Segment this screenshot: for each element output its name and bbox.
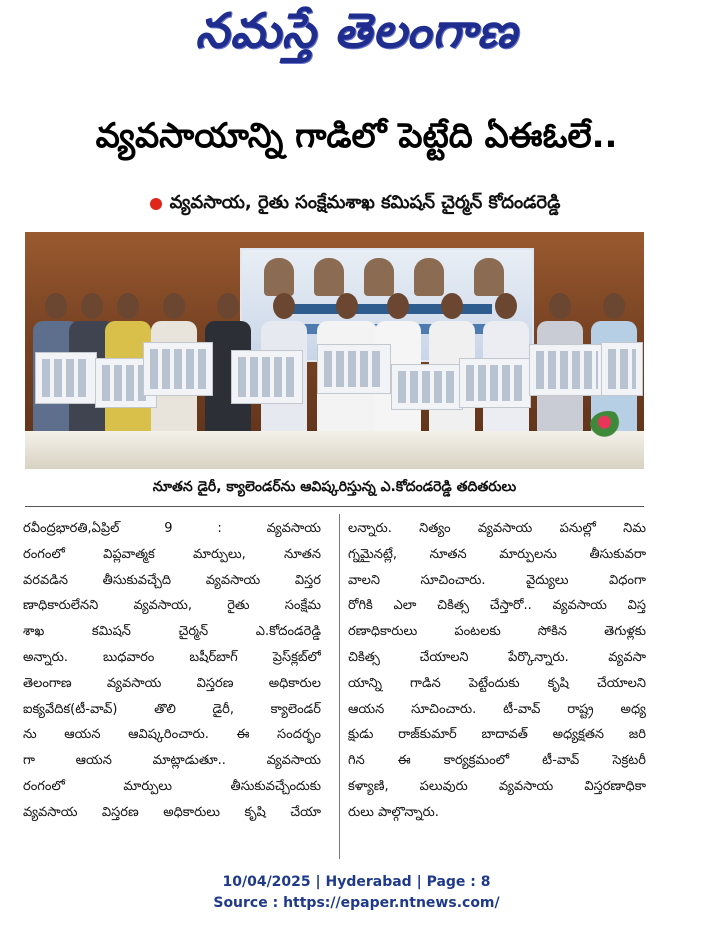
body-line: రవీంద్రభారతి,ఏప్రిల్ 9 : వ్యవసాయ: [23, 521, 321, 536]
body-line: ను ఆయన ఆవిష్కరించారు. ఈ సందర్భం: [23, 727, 321, 743]
calendar-4: [231, 350, 303, 404]
body-line: చికిత్స చేయాలని పేర్కొన్నారు. వ్యవసా: [348, 649, 646, 665]
front-table: [25, 431, 644, 469]
article-column-1: [23, 516, 321, 861]
calendar-1: [35, 352, 97, 404]
article-subheadline: [50, 188, 660, 220]
subheadline-text: వ్యవసాయ, రైతు సంక్షేమశాఖ కమిషన్ చైర్మన్ కోదండరెడ్డి: [169, 191, 561, 213]
body-line: క్షుడు రాజ్‌కుమార్ బాదావత్ అధ్యక్షతన జరి: [348, 727, 646, 743]
calendar-8: [529, 344, 605, 396]
body-line: యాన్ని గాడిన పెట్టేందుకు కృషి చేయాలని: [348, 675, 646, 691]
article-column-2: [348, 516, 646, 861]
column-divider: [339, 514, 340, 859]
bullet-dot-icon: [150, 198, 162, 210]
body-line: గా ఆయన మాట్లాడుతూ.. వ్యవసాయ: [23, 753, 321, 769]
calendar-6: [391, 364, 463, 410]
flower-bouquet: [590, 411, 626, 439]
footer-source: Source : https://epaper.ntnews.com/: [213, 895, 500, 911]
body-line: రంగంలో మార్పులు తీసుకువచ్చేందుకు: [23, 778, 321, 794]
photo-caption: నూతన డైరీ, క్యాలెండర్‌ను ఆవిష్కరిస్తున్న ఎ.కోదండరెడ్డి తదితరులు: [152, 478, 517, 495]
body-line: శాఖ కమిషన్ చైర్మన్ ఎ.కోదండరెడ్డి: [23, 624, 321, 640]
body-line: తెలంగాణ వ్యవసాయ విస్తరణ అధికారుల: [23, 675, 321, 691]
body-line: రులు పాల్గొన్నారు.: [348, 804, 439, 820]
calendar-5: [317, 344, 391, 394]
body-line: రణాధికారులు పంటలకు సోకిన తెగుళ్లకు: [348, 624, 646, 640]
body-line: గిన ఈ కార్యక్రమంలో టీ-వావ్ సెక్రటరీ: [348, 753, 646, 769]
body-line: ఐక్యవేదిక(టీ-వావ్) తొలి డైరీ, క్యాలెండర్: [23, 701, 321, 717]
body-line: అన్నారు. బుధవారం బషీర్‌బాగ్ ప్రెస్‌క్లబ్‌లో: [23, 649, 321, 665]
body-line: గ్నమైనట్లే, నూతన మార్పులను తీసుకువరా: [348, 546, 646, 562]
article-photo: [25, 232, 644, 469]
calendar-3: [143, 342, 213, 396]
body-line: ఆయన సూచించారు. టీ-వావ్ రాష్ట్ర అధ్య: [348, 701, 646, 717]
body-line: వరవడిన తీసుకువచ్చేది వ్యవసాయ విస్తర: [23, 572, 321, 588]
footer-dateline: 10/04/2025 | Hyderabad | Page : 8: [222, 874, 491, 890]
masthead: [0, 3, 713, 68]
body-line: వాలని సూచించారు. వైద్యులు విధంగా: [348, 572, 646, 588]
body-line: రంగంలో విప్లవాత్మక మార్పులు, నూతన: [23, 546, 321, 562]
masthead-title: నమస్తే తెలంగాణ: [195, 3, 518, 59]
body-line: రోగికి ఎలా చికిత్స చేస్తారో.. వ్యవసాయ విస్త: [348, 598, 646, 614]
calendar-9: [601, 342, 643, 396]
body-line: కళ్యాణి, పలువురు వ్యవసాయ విస్తరణాధికా: [348, 778, 646, 794]
article-headline: వ్యవసాయాన్ని గాడిలో పెట్టేది ఏఈఓలే..: [95, 116, 618, 156]
body-line: లన్నారు. నిత్యం వ్యవసాయ పనుల్లో నిమ: [348, 521, 646, 536]
calendar-7: [459, 358, 531, 408]
caption-divider: [25, 506, 644, 507]
body-line: వ్యవసాయ విస్తరణ అధికారులు కృషి చేయా: [23, 804, 321, 820]
body-line: ణాధికారులేనని వ్యవసాయ, రైతు సంక్షేమ: [23, 598, 321, 614]
